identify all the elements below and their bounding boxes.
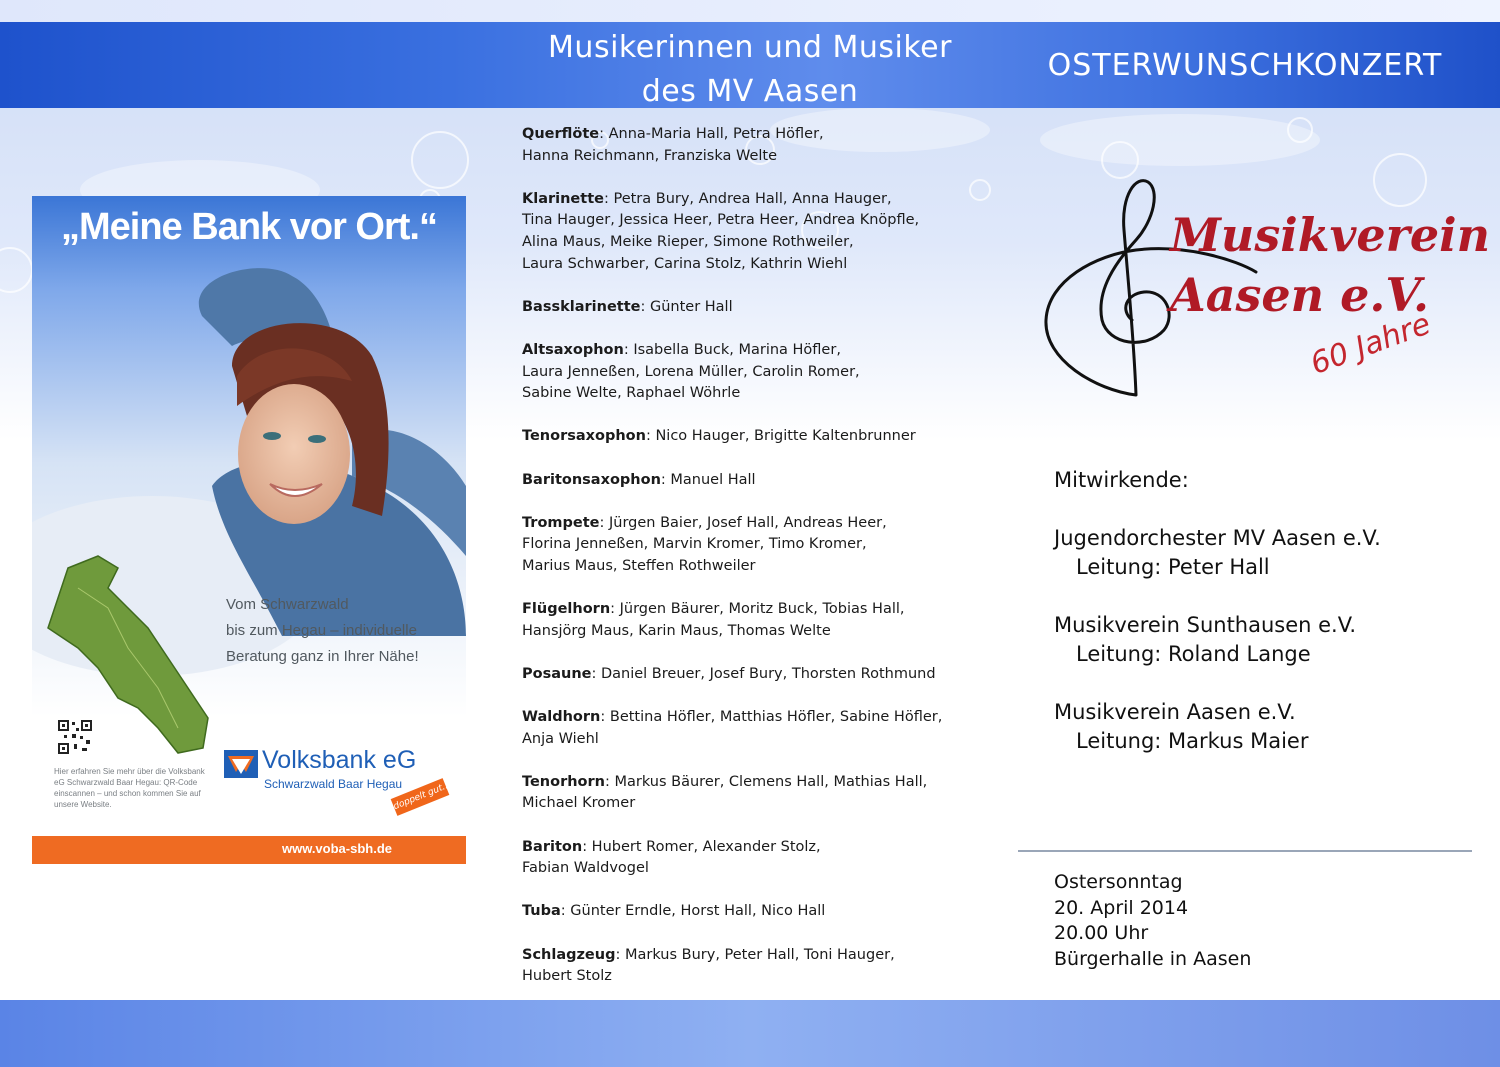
player-names: Florina Jenneßen, Marvin Kromer, Timo Kromer, (522, 536, 867, 553)
ad-slogan (226, 592, 456, 670)
footer-band (0, 1000, 1500, 1067)
player-names: Anja Wiehl (522, 730, 599, 747)
participants-heading: Mitwirkende: (1054, 468, 1189, 492)
instrument-line (522, 146, 992, 168)
player-names: : Daniel Breuer, Josef Bury, Thorsten Rothmund (591, 665, 936, 682)
ad-stamp: doppelt gut... (391, 778, 450, 816)
club-logo-line2: Aasen e.V. (1170, 268, 1430, 322)
instrument-line (522, 664, 992, 686)
player-names: Laura Jenneßen, Lorena Müller, Carolin Romer, (522, 363, 860, 380)
ad-footer-bar (32, 836, 466, 864)
instrument-section (522, 945, 992, 988)
player-names: Tina Hauger, Jessica Heer, Petra Heer, Andrea Knöpfle, (522, 212, 920, 229)
group-name: Musikverein Sunthausen e.V. (1054, 613, 1357, 637)
instrument-line (522, 945, 992, 967)
instrument-line (522, 793, 992, 815)
player-names: Hanna Reichmann, Franziska Welte (522, 147, 778, 164)
instrument-section (522, 340, 992, 405)
musicians-title-line1: Musikerinnen und Musiker (548, 30, 952, 65)
player-names: : Isabella Buck, Marina Höfler, (623, 341, 841, 358)
instrument-name: Tuba (522, 903, 561, 920)
top-strip (0, 0, 1500, 22)
event-venue: Bürgerhalle in Aasen (1054, 947, 1252, 970)
player-names: : Anna-Maria Hall, Petra Höfler, (599, 126, 824, 142)
instrument-name: Waldhorn (522, 709, 601, 726)
player-names: : Nico Hauger, Brigitte Kaltenbrunner (645, 428, 916, 445)
instrument-name: Tenorhorn (522, 773, 605, 790)
instrument-name: Flügelhorn (522, 601, 611, 618)
musicians-title (510, 26, 990, 114)
instrument-line (522, 362, 992, 384)
instrument-line (522, 858, 992, 880)
instrument-line (522, 254, 992, 276)
player-names: : Markus Bury, Peter Hall, Toni Hauger, (615, 946, 895, 963)
player-names: Fabian Waldvogel (522, 860, 649, 877)
instrument-name: Altsaxophon (522, 341, 624, 358)
musicians-list (522, 124, 992, 1009)
participant-group (1054, 698, 1484, 756)
player-names: Hubert Stolz (522, 968, 612, 985)
player-names: : Günter Erndle, Horst Hall, Nico Hall (560, 903, 826, 920)
instrument-line (522, 340, 992, 362)
instrument-line (522, 124, 992, 146)
participant-group (1054, 524, 1484, 582)
group-name: Musikverein Aasen e.V. (1054, 700, 1296, 724)
instrument-name: Posaune (522, 665, 592, 682)
instrument-line (522, 534, 992, 556)
instrument-line (522, 729, 992, 751)
player-names: : Hubert Romer, Alexander Stolz, (582, 838, 821, 855)
instrument-section (522, 664, 992, 686)
instrument-section (522, 707, 992, 750)
instrument-line (522, 210, 992, 232)
instrument-name: Baritonsaxophon (522, 471, 661, 488)
instrument-line (522, 966, 992, 988)
instrument-line (522, 837, 992, 859)
instrument-line (522, 707, 992, 729)
instrument-line (522, 901, 992, 923)
player-names: Hansjörg Maus, Karin Maus, Thomas Welte (522, 622, 831, 639)
section-divider (1018, 850, 1472, 852)
bank-name: Volksbank eG (262, 746, 417, 774)
instrument-section (522, 189, 992, 275)
bank-region: Schwarzwald Baar Hegau (264, 777, 403, 791)
instrument-line (522, 189, 992, 211)
instrument-section (522, 124, 992, 167)
concert-title: OSTERWUNSCHKONZERT (1047, 48, 1443, 83)
instrument-section (522, 426, 992, 448)
player-names: Sabine Welte, Raphael Wöhrle (522, 385, 741, 402)
musicians-title-line2: des MV Aasen (641, 74, 859, 109)
instrument-section (522, 772, 992, 815)
group-leader: Leitung: Roland Lange (1076, 642, 1311, 666)
player-names: : Jürgen Baier, Josef Hall, Andreas Heer, (599, 514, 887, 531)
instrument-line (522, 297, 992, 319)
instrument-section (522, 837, 992, 880)
instrument-name: Bassklarinette (522, 298, 641, 315)
ad-slogan-line: Beratung ganz in Ihrer Nähe! (226, 648, 419, 665)
club-logo-line1: Musikverein (1170, 208, 1491, 262)
instrument-name: Trompete (522, 514, 600, 531)
player-names: : Günter Hall (640, 298, 733, 315)
player-names: Marius Maus, Steffen Rothweiler (522, 557, 756, 574)
instrument-name: Querflöte (522, 126, 600, 142)
group-leader: Leitung: Peter Hall (1076, 555, 1270, 579)
group-leader: Leitung: Markus Maier (1076, 729, 1309, 753)
player-names: : Petra Bury, Andrea Hall, Anna Hauger, (603, 190, 892, 207)
player-names: : Bettina Höfler, Matthias Höfler, Sabine Höfler, (600, 709, 943, 726)
player-names: : Jürgen Bäurer, Moritz Buck, Tobias Hall, (610, 601, 905, 618)
instrument-line (522, 426, 992, 448)
player-names: Laura Schwarber, Carina Stolz, Kathrin Wiehl (522, 255, 848, 272)
instrument-section (522, 297, 992, 319)
ad-slogan-line: bis zum Hegau – individuelle (226, 622, 417, 639)
instrument-section (522, 470, 992, 492)
bank-url-link[interactable]: www.voba-sbh.de (281, 841, 392, 856)
instrument-section (522, 599, 992, 642)
group-name: Jugendorchester MV Aasen e.V. (1054, 526, 1381, 550)
participants-section (1054, 466, 1484, 785)
instrument-line (522, 772, 992, 794)
instrument-line (522, 513, 992, 535)
ad-headline: „Meine Bank vor Ort.“ (61, 206, 437, 248)
instrument-line (522, 621, 992, 643)
qr-code-icon (56, 718, 94, 756)
ad-slogan-line: Vom Schwarzwald (226, 596, 349, 613)
instrument-line (522, 383, 992, 405)
anniversary-label: 60 Jahre (1306, 306, 1436, 382)
instrument-name: Bariton (522, 838, 583, 855)
event-day: Ostersonntag (1054, 871, 1183, 893)
instrument-line (522, 470, 992, 492)
instrument-line (522, 556, 992, 578)
ad-qr-caption: Hier erfahren Sie mehr über die Volksbank eG Schwarzwald Baar Hegau: QR-Code einscannen – und schon kommen Sie auf unsere Website. (54, 767, 205, 809)
player-names: Alina Maus, Meike Rieper, Simone Rothweiler, (522, 233, 854, 250)
event-date: 20. April 2014 (1054, 896, 1189, 919)
club-logo-name (1170, 205, 1490, 325)
event-details (1054, 870, 1474, 972)
instrument-name: Schlagzeug (522, 946, 616, 963)
instrument-line (522, 232, 992, 254)
volksbank-logo-icon (224, 750, 258, 778)
instrument-line (522, 599, 992, 621)
instrument-name: Tenorsaxophon (522, 428, 646, 445)
instrument-name: Klarinette (522, 190, 604, 207)
player-names: : Manuel Hall (660, 471, 756, 488)
bank-advertisement (32, 196, 466, 864)
player-names: : Markus Bäurer, Clemens Hall, Mathias Hall, (605, 773, 928, 790)
event-time: 20.00 Uhr (1054, 922, 1149, 944)
participant-group (1054, 611, 1484, 669)
instrument-section (522, 513, 992, 578)
player-names: Michael Kromer (522, 795, 636, 812)
instrument-section (522, 901, 992, 923)
